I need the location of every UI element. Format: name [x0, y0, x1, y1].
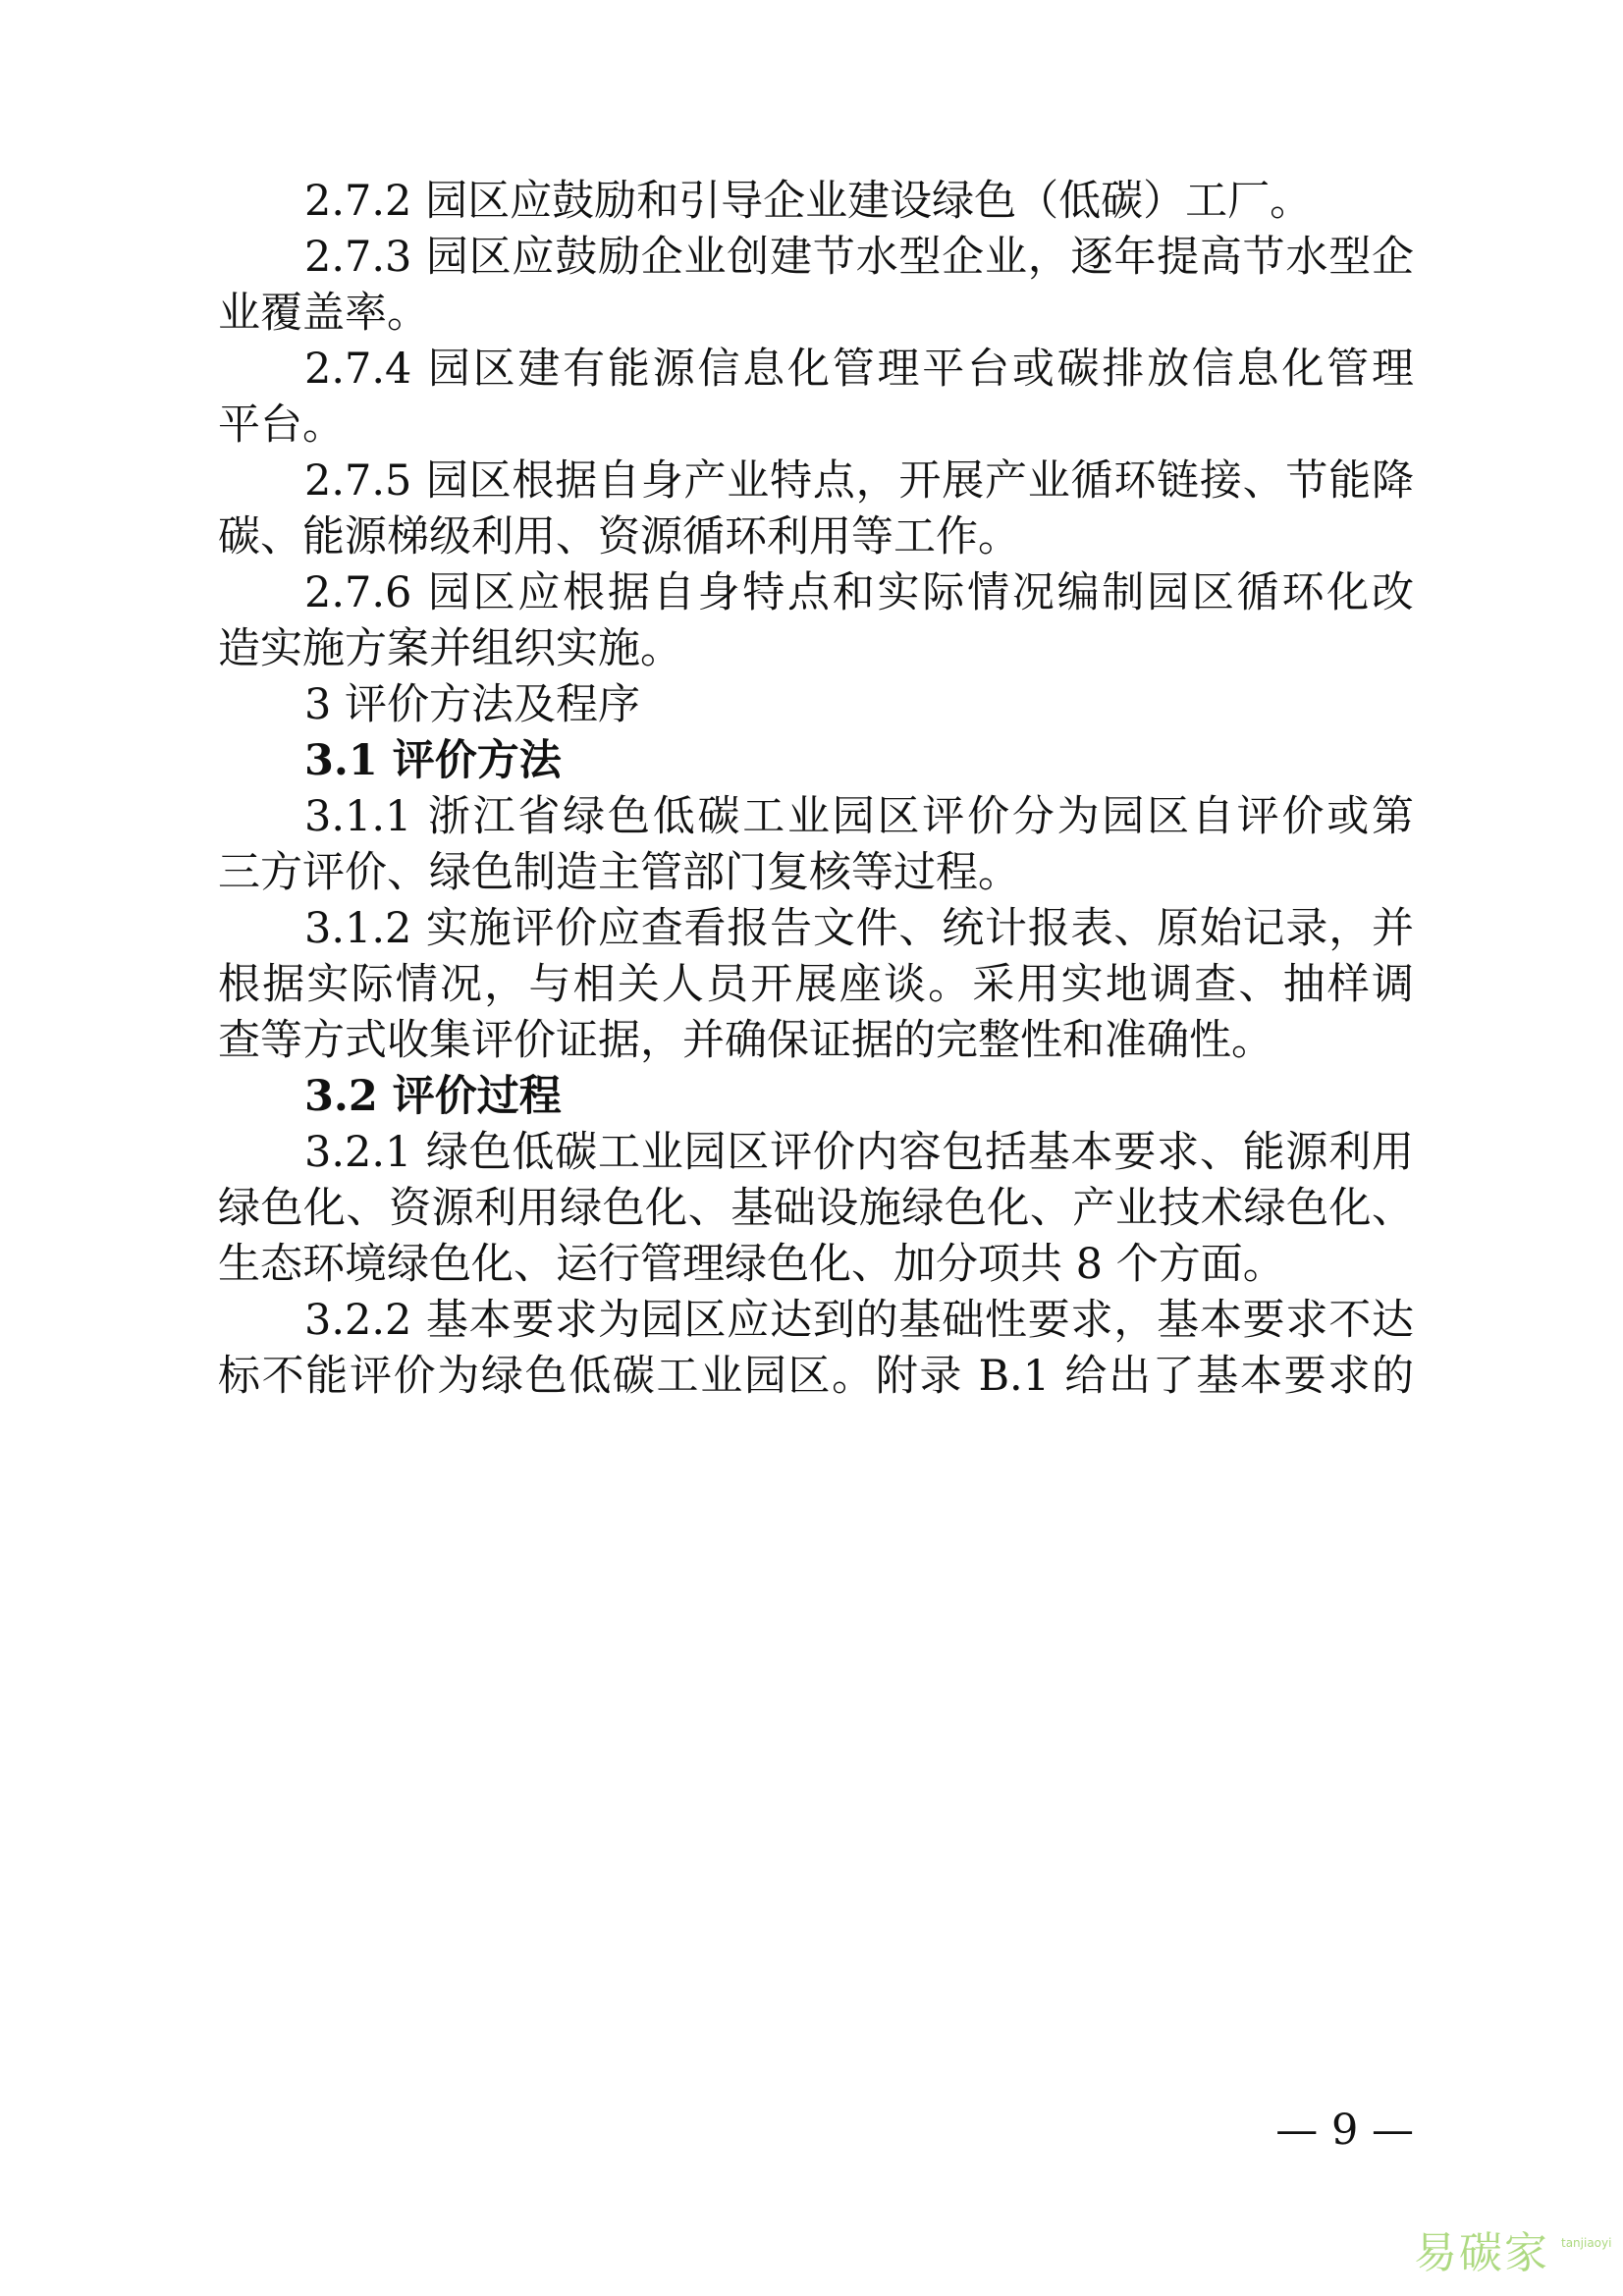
- text-line: 2.7.2 园区应鼓励和引导企业建设绿色（低碳）工厂。: [304, 177, 1313, 226]
- text-line: 查等方式收集评价证据，并确保证据的完整性和准确性。: [218, 1016, 1273, 1065]
- text-line: 2.7.5 园区根据自身产业特点，开展产业循环链接、节能降: [304, 456, 1414, 506]
- text-line: 三方评价、绿色制造主管部门复核等过程。: [218, 848, 1020, 897]
- watermark-logo: [1414, 2226, 1615, 2281]
- text-line: 2.7.3 园区应鼓励企业创建节水型企业，逐年提高节水型企: [304, 233, 1414, 282]
- watermark-text: 易碳家: [1414, 2228, 1549, 2278]
- text-line: 造实施方案并组织实施。: [218, 624, 682, 673]
- text-line: 3.1.2 实施评价应查看报告文件、统计报表、原始记录，并: [304, 904, 1414, 953]
- subsection-heading: 3.1 评价方法: [304, 736, 562, 785]
- text-line: 3.1.1 浙江省绿色低碳工业园区评价分为园区自评价或第: [304, 792, 1414, 841]
- text-line: 生态环境绿色化、运行管理绿色化、加分项共 8 个方面。: [218, 1240, 1285, 1289]
- section-heading: 3 评价方法及程序: [304, 680, 641, 729]
- page-number: — 9 —: [1275, 2106, 1414, 2155]
- text-line: 碳、能源梯级利用、资源循环利用等工作。: [218, 512, 1020, 561]
- text-line: 3.2.1 绿色低碳工业园区评价内容包括基本要求、能源利用: [304, 1128, 1414, 1177]
- subsection-heading: 3.2 评价过程: [304, 1072, 562, 1121]
- text-line: 2.7.6 园区应根据自身特点和实际情况编制园区循环化改: [304, 568, 1414, 617]
- text-line: 业覆盖率。: [218, 289, 429, 338]
- watermark-subtext: tanjiaoyi: [1561, 2236, 1612, 2250]
- text-line: 平台。: [218, 400, 345, 450]
- text-line: 2.7.4 园区建有能源信息化管理平台或碳排放信息化管理: [304, 345, 1414, 394]
- text-line: 3.2.2 基本要求为园区应达到的基础性要求，基本要求不达: [304, 1296, 1414, 1345]
- text-line: 标不能评价为绿色低碳工业园区。附录 B.1 给出了基本要求的: [218, 1352, 1414, 1401]
- text-line: 绿色化、资源利用绿色化、基础设施绿色化、产业技术绿色化、: [218, 1184, 1414, 1233]
- text-line: 根据实际情况，与相关人员开展座谈。采用实地调查、抽样调: [218, 960, 1414, 1009]
